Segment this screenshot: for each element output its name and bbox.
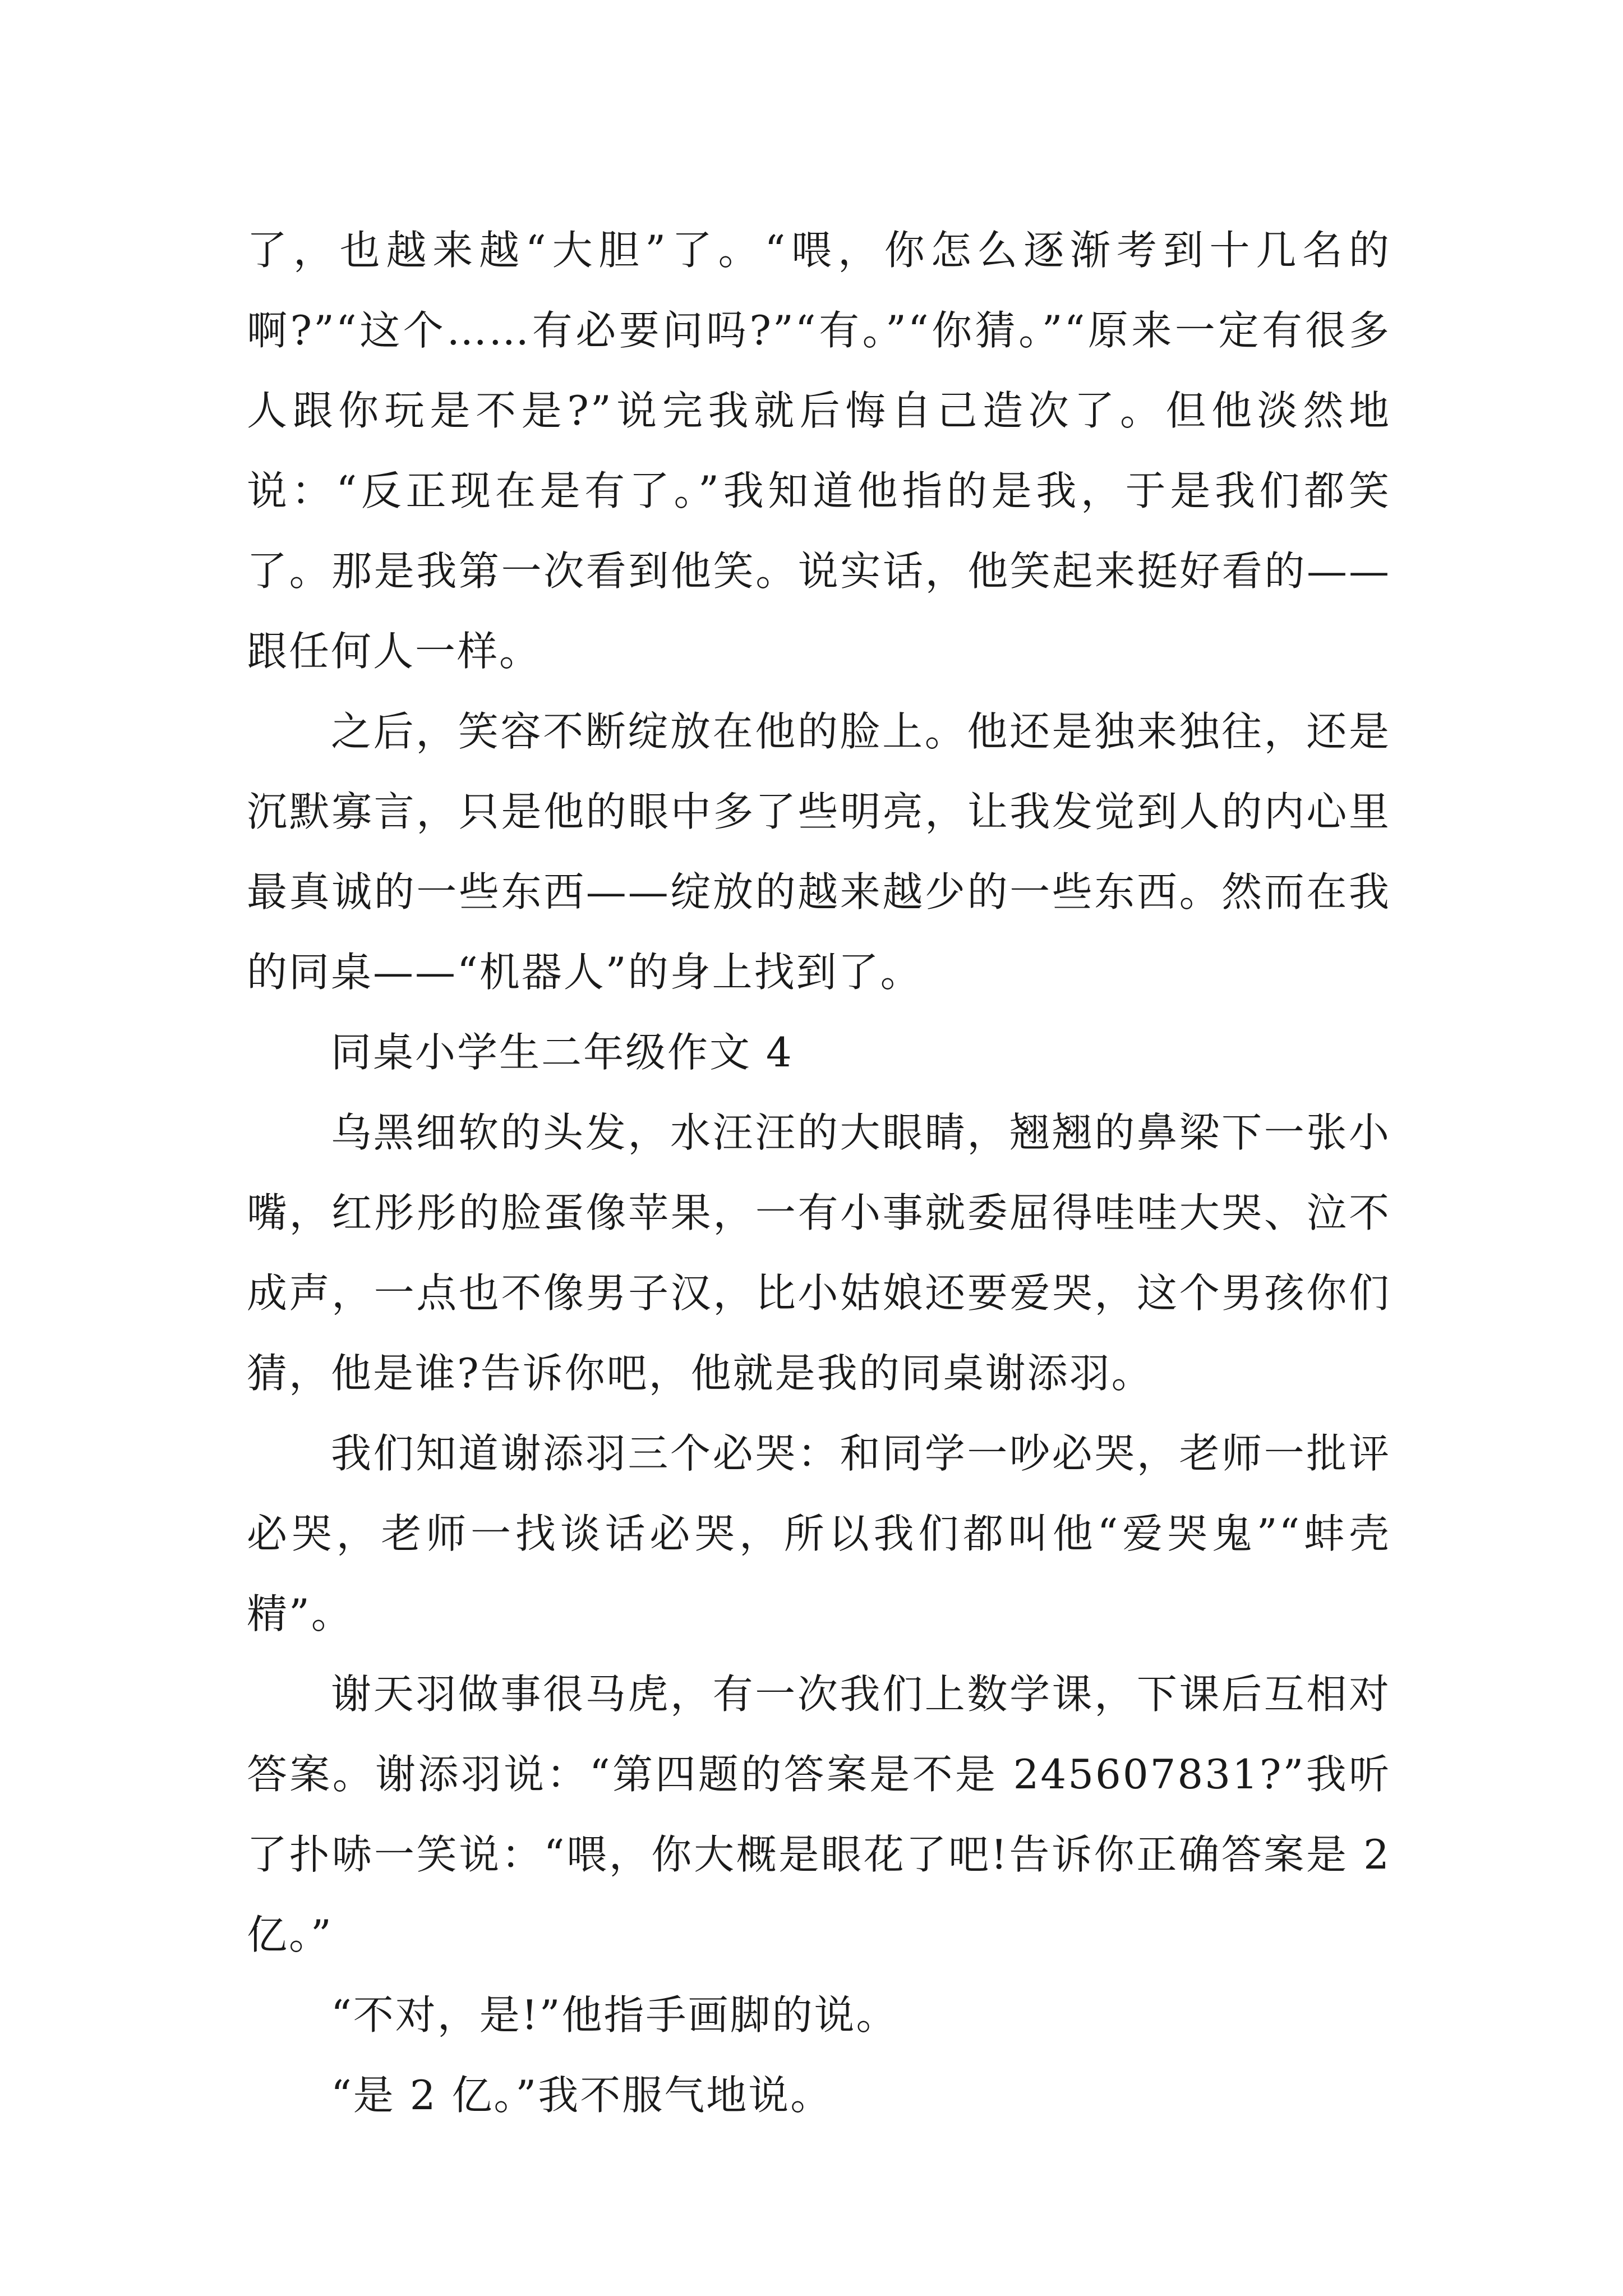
paragraph: 之后，笑容不断绽放在他的脸上。他还是独来独往，还是沉默寡言，只是他的眼中多了些明亮，让我发觉到人的内心里最真诚的一些东西——绽放的越来越少的一些东西。然而在我的同桌——“机器人”的身上找到了。 xyxy=(247,708,1391,996)
section-title: 同桌小学生二年级作文 4 xyxy=(331,1029,794,1076)
document-page xyxy=(247,210,1391,2136)
paragraph: 谢天羽做事很马虎，有一次我们上数学课，下课后互相对答案。谢添羽说：“第四题的答案是不是 245607831?”我听了扑哧一笑说：“喂，你大概是眼花了吧!告诉你正确答案是 2 亿。” xyxy=(247,1671,1391,1958)
paragraph: 了，也越来越“大胆”了。“喂，你怎么逐渐考到十几名的啊?”“这个……有必要问吗?”“有。”“你猜。”“原来一定有很多人跟你玩是不是?”说完我就后悔自己造次了。但他淡然地说：“反正现在是有了。”我知道他指的是我，于是我们都笑了。那是我第一次看到他笑。说实话，他笑起来挺好看的——跟任何人一样。 xyxy=(247,227,1391,675)
paragraph: 乌黑细软的头发，水汪汪的大眼睛，翘翘的鼻梁下一张小嘴，红彤彤的脸蛋像苹果，一有小事就委屈得哇哇大哭、泣不成声，一点也不像男子汉，比小姑娘还要爱哭，这个男孩你们猜，他是谁?告诉你吧，他就是我的同桌谢添羽。 xyxy=(247,1109,1391,1397)
paragraph: “不对，是!”他指手画脚的说。 xyxy=(331,1991,898,2039)
paragraph: “是 2 亿。”我不服气地说。 xyxy=(331,2072,833,2119)
paragraph: 我们知道谢添羽三个必哭：和同学一吵必哭，老师一批评必哭，老师一找谈话必哭，所以我们都叫他“爱哭鬼”“蚌壳精”。 xyxy=(247,1430,1391,1637)
